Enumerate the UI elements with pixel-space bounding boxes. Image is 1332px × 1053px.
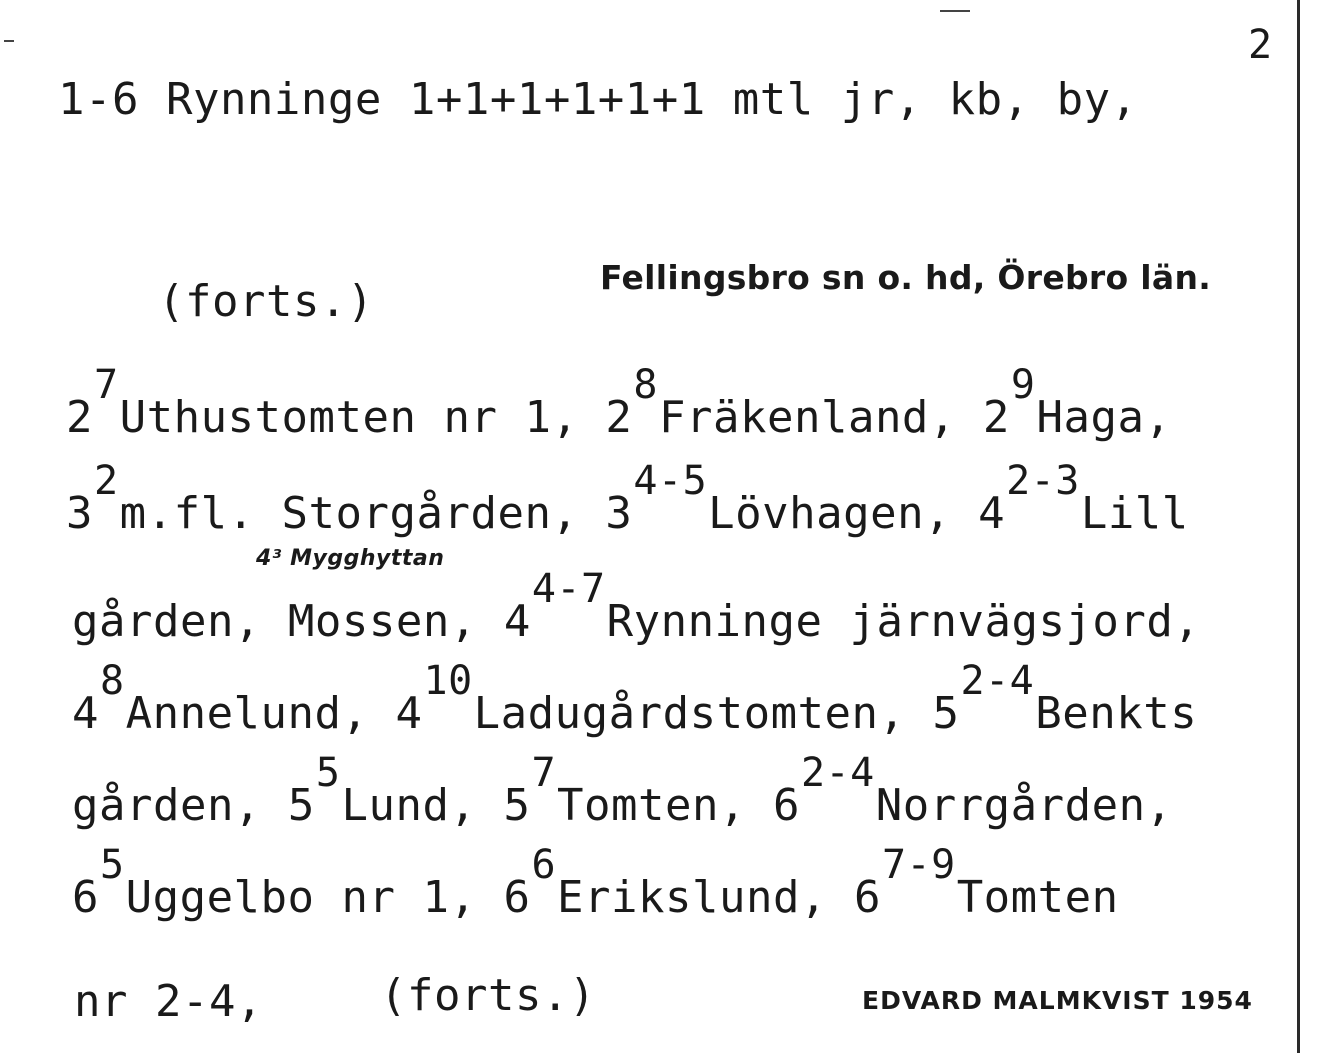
entry-text: Haga,	[1036, 392, 1172, 443]
speck	[4, 40, 14, 42]
entry-text: nr 2-4,	[74, 976, 263, 1027]
entry-line-5	[72, 750, 1173, 831]
superscript: 2-4	[800, 750, 875, 796]
entry-text: Benkts	[1035, 688, 1198, 739]
entry-line-2	[66, 458, 1189, 539]
entry-text: Tomten, 6	[557, 780, 800, 831]
superscript: 4-7	[531, 566, 606, 612]
entry-text: Norrgården,	[875, 780, 1173, 831]
superscript: 9	[1010, 362, 1036, 408]
entry-text: gården, 5	[72, 780, 315, 831]
superscript: 8	[100, 658, 125, 704]
entry-text: Lill	[1080, 488, 1189, 539]
superscript: 8	[633, 362, 659, 408]
entry-text: Rynninge järnvägsjord,	[606, 596, 1201, 647]
entry-text: Annelund, 4	[125, 688, 423, 739]
superscript: 2-4	[960, 658, 1035, 704]
continued-label-top: (forts.)	[158, 276, 374, 327]
entry-text: Lund, 5	[341, 780, 531, 831]
entry-text: Fräkenland, 2	[659, 392, 1010, 443]
entry-line-6	[72, 842, 1119, 923]
superscript: 6	[531, 842, 557, 888]
entry-text: 3	[66, 488, 93, 539]
entry-line-7	[74, 976, 263, 1027]
superscript: 5	[315, 750, 341, 796]
superscript: 7-9	[881, 842, 956, 888]
superscript: 10	[423, 658, 473, 704]
entry-text: Uggelbo nr 1, 6	[125, 872, 531, 923]
page-number: 2	[1248, 22, 1273, 68]
superscript: 5	[100, 842, 125, 888]
entry-text: Uthustomten nr 1, 2	[119, 392, 633, 443]
entry-line-3	[72, 566, 1201, 647]
location-label: Fellingsbro sn o. hd, Örebro län.	[600, 258, 1212, 297]
entry-line-4	[72, 658, 1198, 739]
superscript: 7	[94, 362, 119, 408]
card-heading: 1-6 Rynninge 1+1+1+1+1+1 mtl jr, kb, by,	[58, 74, 1138, 125]
superscript: 2-3	[1006, 458, 1080, 504]
entry-text: Ladugårdstomten, 5	[473, 688, 960, 739]
entry-line-1	[66, 362, 1172, 443]
entry-text: 2	[66, 392, 93, 443]
superscript: 7	[531, 750, 557, 796]
entry-text: m.fl. Storgården, 3	[119, 488, 633, 539]
entry-text: 4	[72, 688, 99, 739]
entry-text: Tomten	[956, 872, 1119, 923]
entry-text: Erikslund, 6	[557, 872, 881, 923]
card-right-edge	[1297, 0, 1300, 1053]
superscript: 2	[94, 458, 119, 504]
entry-text: gården, Mossen, 4	[72, 596, 531, 647]
author-stamp: EDVARD MALMKVIST 1954	[862, 986, 1253, 1015]
superscript: 4-5	[633, 458, 708, 504]
entry-text: Lövhagen, 4	[708, 488, 1006, 539]
entry-text: 6	[72, 872, 99, 923]
continued-label-bottom: (forts.)	[380, 970, 596, 1021]
speck	[940, 10, 970, 12]
handwritten-insert: 4³ Mygghyttan	[256, 546, 445, 571]
